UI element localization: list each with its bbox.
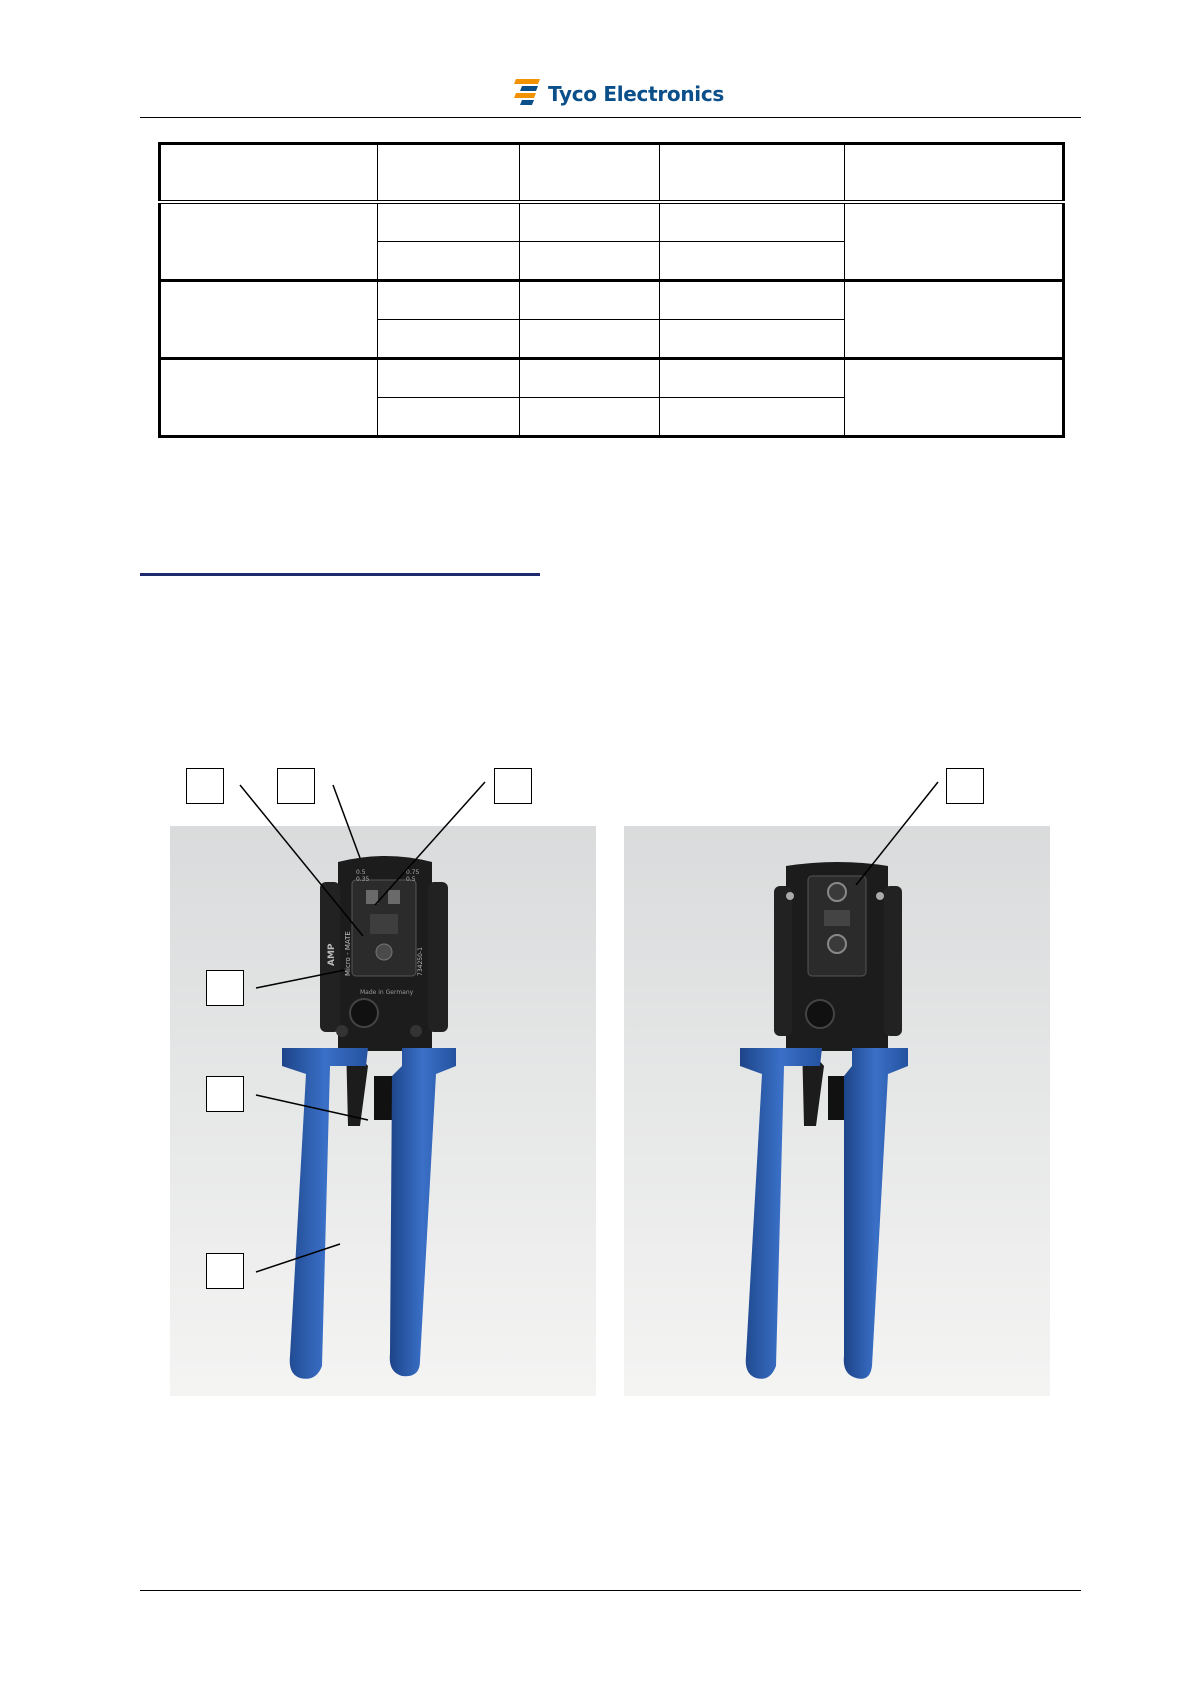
callout-box [946, 768, 984, 804]
callout-box [277, 768, 315, 804]
die-size-label: 0.75 [406, 869, 420, 876]
die-model-marking: Micro - MATE [344, 931, 352, 976]
die-part-number: 734250-1 [417, 947, 424, 976]
callout-box [494, 768, 532, 804]
callout-box [186, 768, 224, 804]
die-brand-marking: AMP [327, 943, 337, 966]
die-size-label: 0.5 [356, 869, 366, 876]
die-size-label: 0.5 [406, 876, 416, 883]
footer-rule [140, 1590, 1081, 1591]
made-in-marking: Made in Germany [360, 989, 414, 996]
brand-name: Tyco Electronics [548, 82, 725, 106]
callout-box [206, 1076, 244, 1112]
die-size-label: 0.35 [356, 876, 370, 883]
callout-box [206, 970, 244, 1006]
callout-box [206, 1253, 244, 1289]
